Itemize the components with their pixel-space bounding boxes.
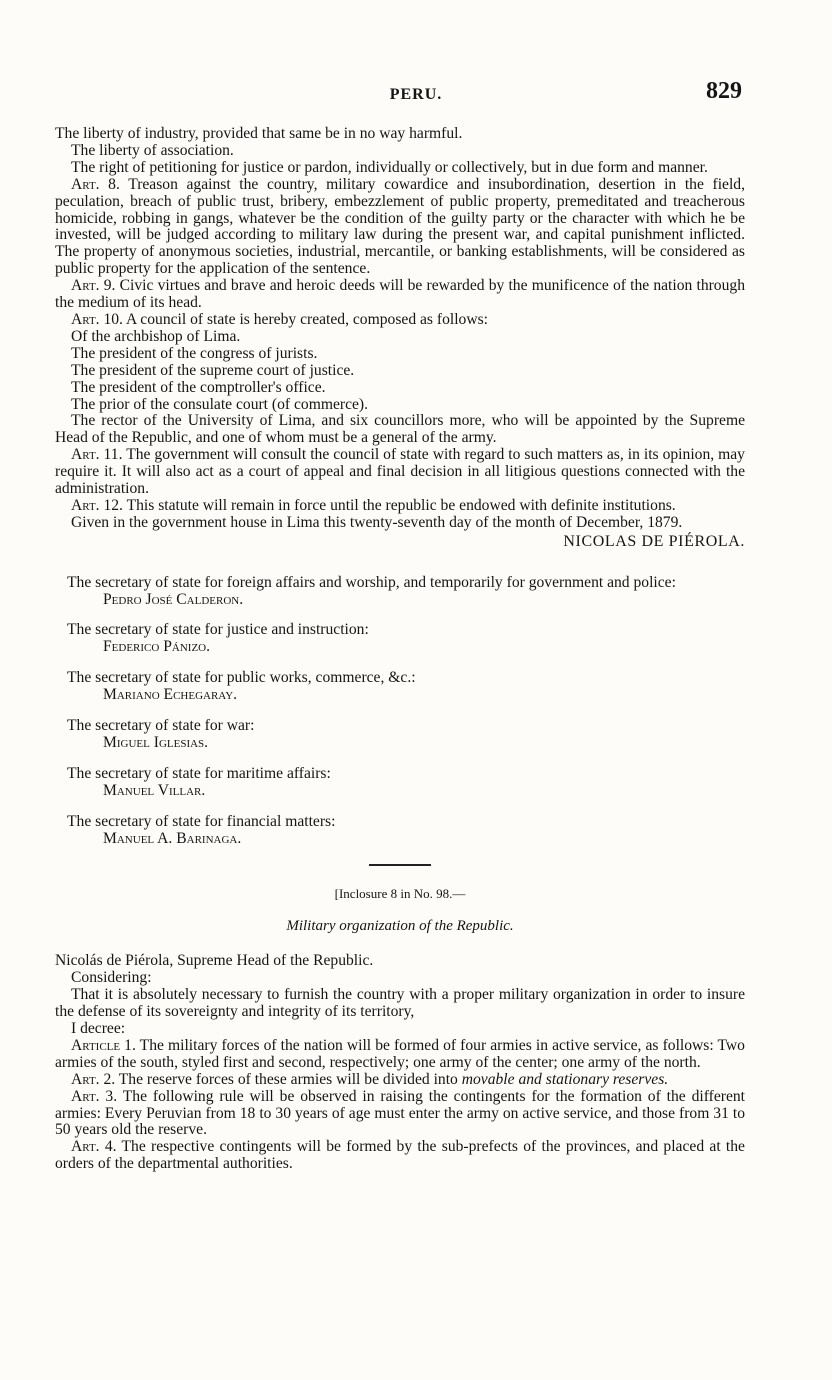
- secretary-name: Manuel Villar.: [103, 781, 206, 799]
- secretary-title: The secretary of state for foreign affairs and worship, and temporarily for government and police:: [67, 573, 676, 591]
- secretary-title: The secretary of state for war:: [67, 717, 255, 735]
- paragraph-right-petition: The right of petitioning for justice or pardon, individually or collectively, but in due form and manner.: [71, 158, 708, 176]
- secretary-block: [55, 622, 745, 656]
- article-9: [55, 278, 745, 312]
- article-label: Art. 9.: [71, 277, 116, 295]
- given-clause: Given in the government house in Lima this twenty-seventh day of the month of December, 1879.: [71, 513, 683, 531]
- secretary-block: [55, 670, 745, 704]
- article-4: [55, 1139, 745, 1173]
- secretary-name: Federico Pánizo.: [103, 638, 211, 656]
- article-text: The government will consult the council of state with regard to such matters as, in its opinion, may require it. It will also act as a court of appeal and final decision in all litigious questions connected with the administration.: [55, 446, 745, 498]
- signature: NICOLAS DE PIÉROLA.: [563, 532, 745, 550]
- decree-statement: I decree:: [71, 1019, 126, 1037]
- article-label: Art. 2.: [71, 1070, 116, 1088]
- secretary-name: Manuel A. Barinaga.: [103, 829, 242, 847]
- council-member: The president of the comptroller's office.: [71, 378, 326, 396]
- secretary-title: The secretary of state for justice and instruction:: [67, 621, 369, 639]
- article-8: [55, 177, 745, 278]
- article-text: Civic virtues and brave and heroic deeds will be rewarded by the munificence of the nation through the medium of its head.: [55, 277, 745, 312]
- secretary-name: Mariano Echegaray.: [103, 686, 238, 704]
- council-member: The president of the congress of jurists.: [71, 344, 318, 362]
- article-text: The military forces of the nation will be formed of four armies in active service, as follows: Two armies of the south, styled first and second, respectively; one army of the center; one army of the north.: [55, 1036, 745, 1071]
- page-body: [55, 126, 745, 1173]
- secretary-block: [55, 718, 745, 752]
- article-3: [55, 1089, 745, 1140]
- page-number: 829: [706, 78, 742, 104]
- document-title: Military organization of the Republic.: [286, 918, 514, 935]
- council-member: The prior of the consulate court (of commerce).: [71, 395, 369, 413]
- article-text: Treason against the country, military cowardice and insubordination, desertion in the field, peculation, breach of public trust, bribery, embezzlement of public property, premeditated and treacherous homicide, robbing in gangs, whatever be the condition of the guilty party or the character with which he be invested, will be judged according to military law during the present war, and capital punishment inflicted. The property of anonymous societies, industrial, mercantile, or banking establishments, will be considered as public property for the application of the sentence.: [55, 175, 745, 278]
- running-head: PERU.: [389, 86, 443, 103]
- considering: Considering:: [71, 969, 152, 987]
- article-emphasis: movable and stationary reserves.: [461, 1070, 669, 1088]
- article-label: Art. 12.: [71, 496, 123, 514]
- paragraph-liberty-association: The liberty of association.: [71, 141, 234, 159]
- inclosure-heading: [Inclosure 8 in No. 98.—: [334, 885, 466, 901]
- article-text: This statute will remain in force until the republic be endowed with definite institutions.: [126, 496, 676, 514]
- article-label: Art. 4.: [71, 1138, 117, 1156]
- article-text: The respective contingents will be formed by the sub-prefects of the provinces, and placed at the orders of the departmental authorities.: [55, 1138, 745, 1173]
- secretary-block: [55, 575, 745, 609]
- council-member: The president of the supreme court of justice.: [71, 361, 355, 379]
- article-label: Art. 11.: [71, 446, 123, 464]
- article-10: [55, 312, 745, 329]
- article-label: Art. 8.: [71, 175, 120, 193]
- secretary-name: Miguel Iglesias.: [103, 734, 209, 751]
- article-label: Article 1.: [71, 1036, 136, 1054]
- article-text: The reserve forces of these armies will be divided into: [118, 1070, 458, 1088]
- page-header: [0, 78, 832, 112]
- article-text: The following rule will be observed in raising the contingents for the formation of the different armies: Every Peruvian from 18 to 30 years of age must enter the army on active service, and those from 31 to 50 years old the reserve.: [55, 1087, 745, 1139]
- article-label: Art. 3.: [71, 1087, 118, 1105]
- article-2: [55, 1072, 745, 1089]
- article-text: A council of state is hereby created, composed as follows:: [126, 310, 489, 328]
- decree-opening: Nicolás de Piérola, Supreme Head of the Republic.: [55, 952, 374, 970]
- secretary-name: Pedro José Calderon.: [103, 590, 244, 608]
- section-divider: [369, 864, 431, 866]
- article-label: Art. 10.: [71, 310, 123, 328]
- secretary-block: [55, 766, 745, 800]
- article-12: [55, 498, 745, 515]
- secretary-block: [55, 814, 745, 848]
- council-member: Of the archbishop of Lima.: [71, 327, 241, 345]
- article-1: [55, 1038, 745, 1072]
- paragraph-liberty-industry: The liberty of industry, provided that same be in no way harmful.: [55, 125, 463, 142]
- article-11: [55, 447, 745, 498]
- preamble: That it is absolutely necessary to furnish the country with a proper military organization in order to insure the defense of its sovereignty and integrity of its territory,: [55, 986, 745, 1021]
- secretary-title: The secretary of state for public works, commerce, &c.:: [67, 669, 416, 687]
- secretary-title: The secretary of state for maritime affairs:: [67, 764, 331, 782]
- secretary-title: The secretary of state for financial matters:: [67, 812, 336, 830]
- council-member: The rector of the University of Lima, and six councillors more, who will be appointed by the Supreme Head of the Republic, and one of whom must be a general of the army.: [55, 412, 745, 447]
